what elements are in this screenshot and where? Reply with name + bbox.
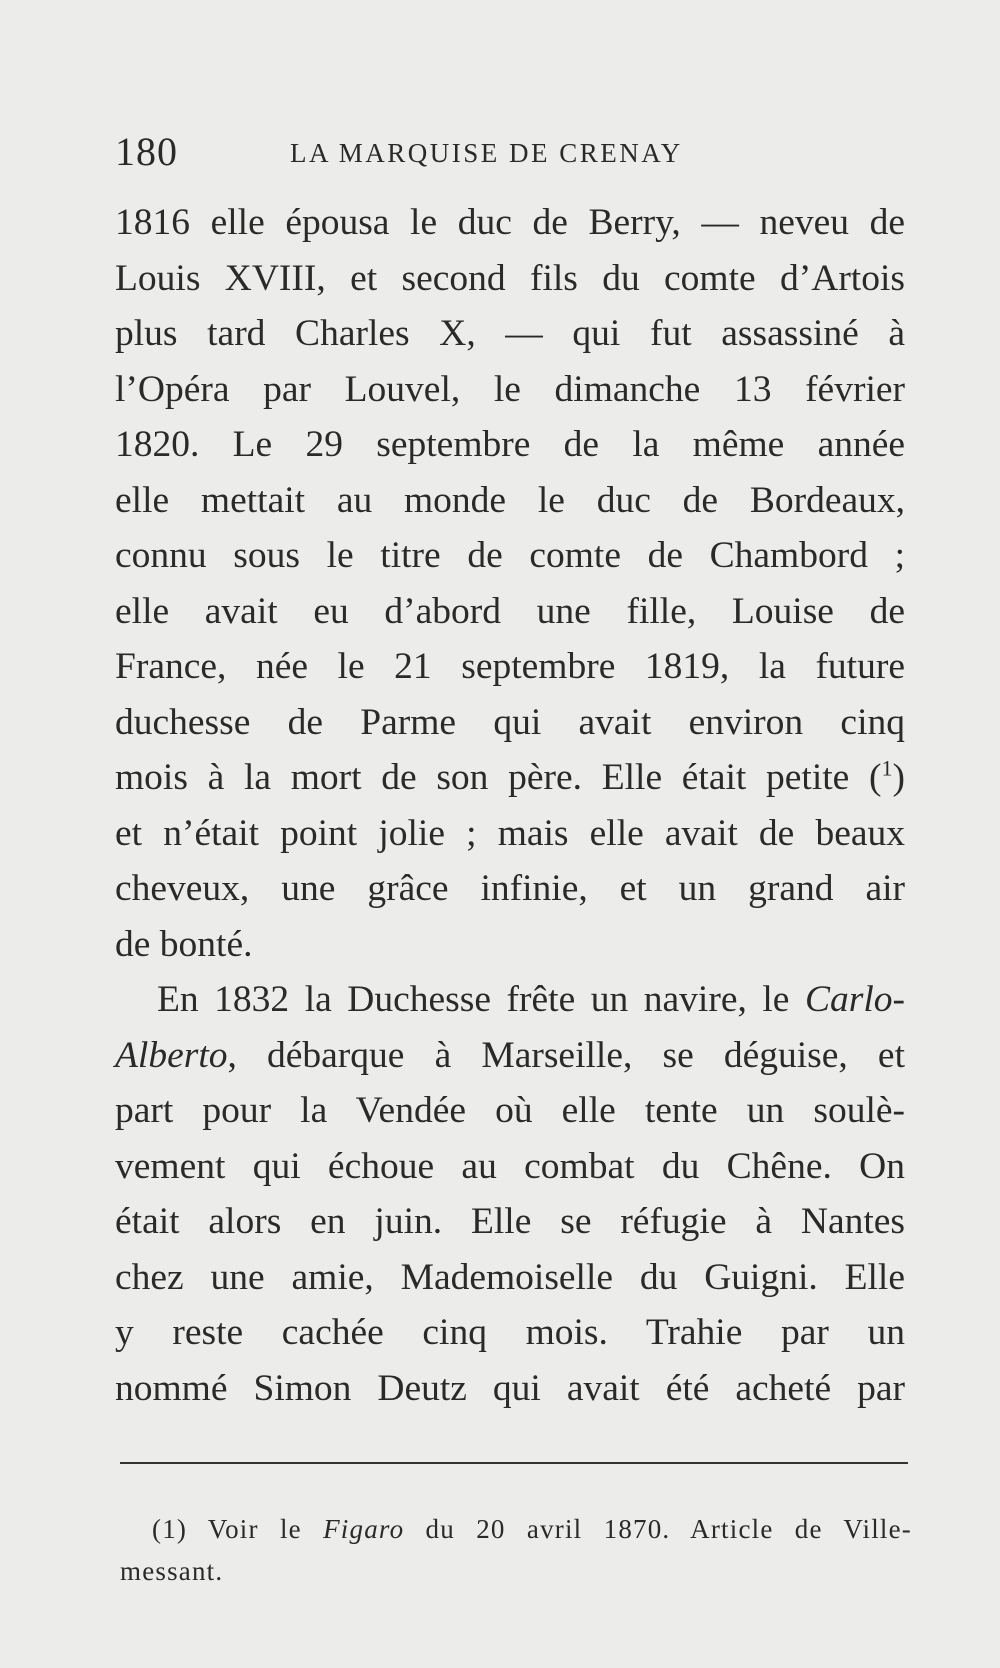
text-line: plus tard Charles X, — qui fut assassiné à xyxy=(115,313,905,354)
body-text xyxy=(115,195,905,1416)
page-header xyxy=(115,128,905,188)
newspaper-title-italic: Figaro xyxy=(323,1514,405,1544)
text-line: nommé Simon Deutz qui avait été acheté par xyxy=(115,1367,905,1409)
footnote-marker: (1) xyxy=(152,1514,188,1544)
page-number: 180 xyxy=(115,129,178,174)
text-segment: du 20 avril 1870. Article de Ville- xyxy=(404,1514,912,1544)
text-line: elle mettait au monde le duc de Bordeaux, xyxy=(115,479,905,521)
text-line: 1820. Le 29 septembre de la même année xyxy=(115,424,905,465)
running-title: LA MARQUISE DE CRENAY xyxy=(290,138,683,168)
footnote xyxy=(120,1508,912,1592)
text-line xyxy=(115,1028,905,1084)
text-line: duchesse de Parme qui avait environ cinq xyxy=(115,701,905,743)
text-line: vement qui échoue au combat du Chêne. On xyxy=(115,1145,905,1187)
text-line: connu sous le titre de comte de Chambord ; xyxy=(115,535,905,576)
text-line: l’Opéra par Louvel, le dimanche 13 février xyxy=(115,368,905,410)
text-line: 1816 elle épousa le duc de Berry, — neveu de xyxy=(115,202,905,243)
ship-name-italic: Carlo- xyxy=(804,979,905,1020)
paragraph-start-line xyxy=(115,972,905,1028)
text-line: part pour la Vendée où elle tente un soulè- xyxy=(115,1090,905,1131)
footnote-line xyxy=(152,1508,912,1550)
text-segment: Voir le xyxy=(187,1514,324,1544)
text-line: elle avait eu d’abord une fille, Louise de xyxy=(115,590,905,632)
text-line: et n’était point jolie ; mais elle avait de beaux xyxy=(115,812,905,854)
footnote-line: messant. xyxy=(120,1556,224,1586)
text-segment: mois à la mort de son père. Elle était petite ( xyxy=(115,757,882,798)
text-segment: , débarque à Marseille, se déguise, et xyxy=(227,1034,905,1076)
text-segment: ) xyxy=(892,757,905,798)
text-line: Louis XVIII, et second fils du comte d’Artois xyxy=(115,257,905,299)
text-line: était alors en juin. Elle se réfugie à Nantes xyxy=(115,1201,905,1242)
text-line: chez une amie, Mademoiselle du Guigni. Elle xyxy=(115,1256,905,1298)
footnote-divider xyxy=(120,1462,908,1464)
footnote-reference: 1 xyxy=(881,755,893,781)
text-line: cheveux, une grâce infinie, et un grand air xyxy=(115,868,905,909)
text-line: France, née le 21 septembre 1819, la future xyxy=(115,646,905,687)
text-line: de bonté. xyxy=(115,923,253,965)
ship-name-italic: Alberto xyxy=(115,1034,228,1076)
text-line-with-footnote-ref xyxy=(115,750,905,806)
text-segment: En 1832 la Duchesse frête un navire, le xyxy=(157,979,805,1020)
text-line: y reste cachée cinq mois. Trahie par un xyxy=(115,1312,905,1353)
